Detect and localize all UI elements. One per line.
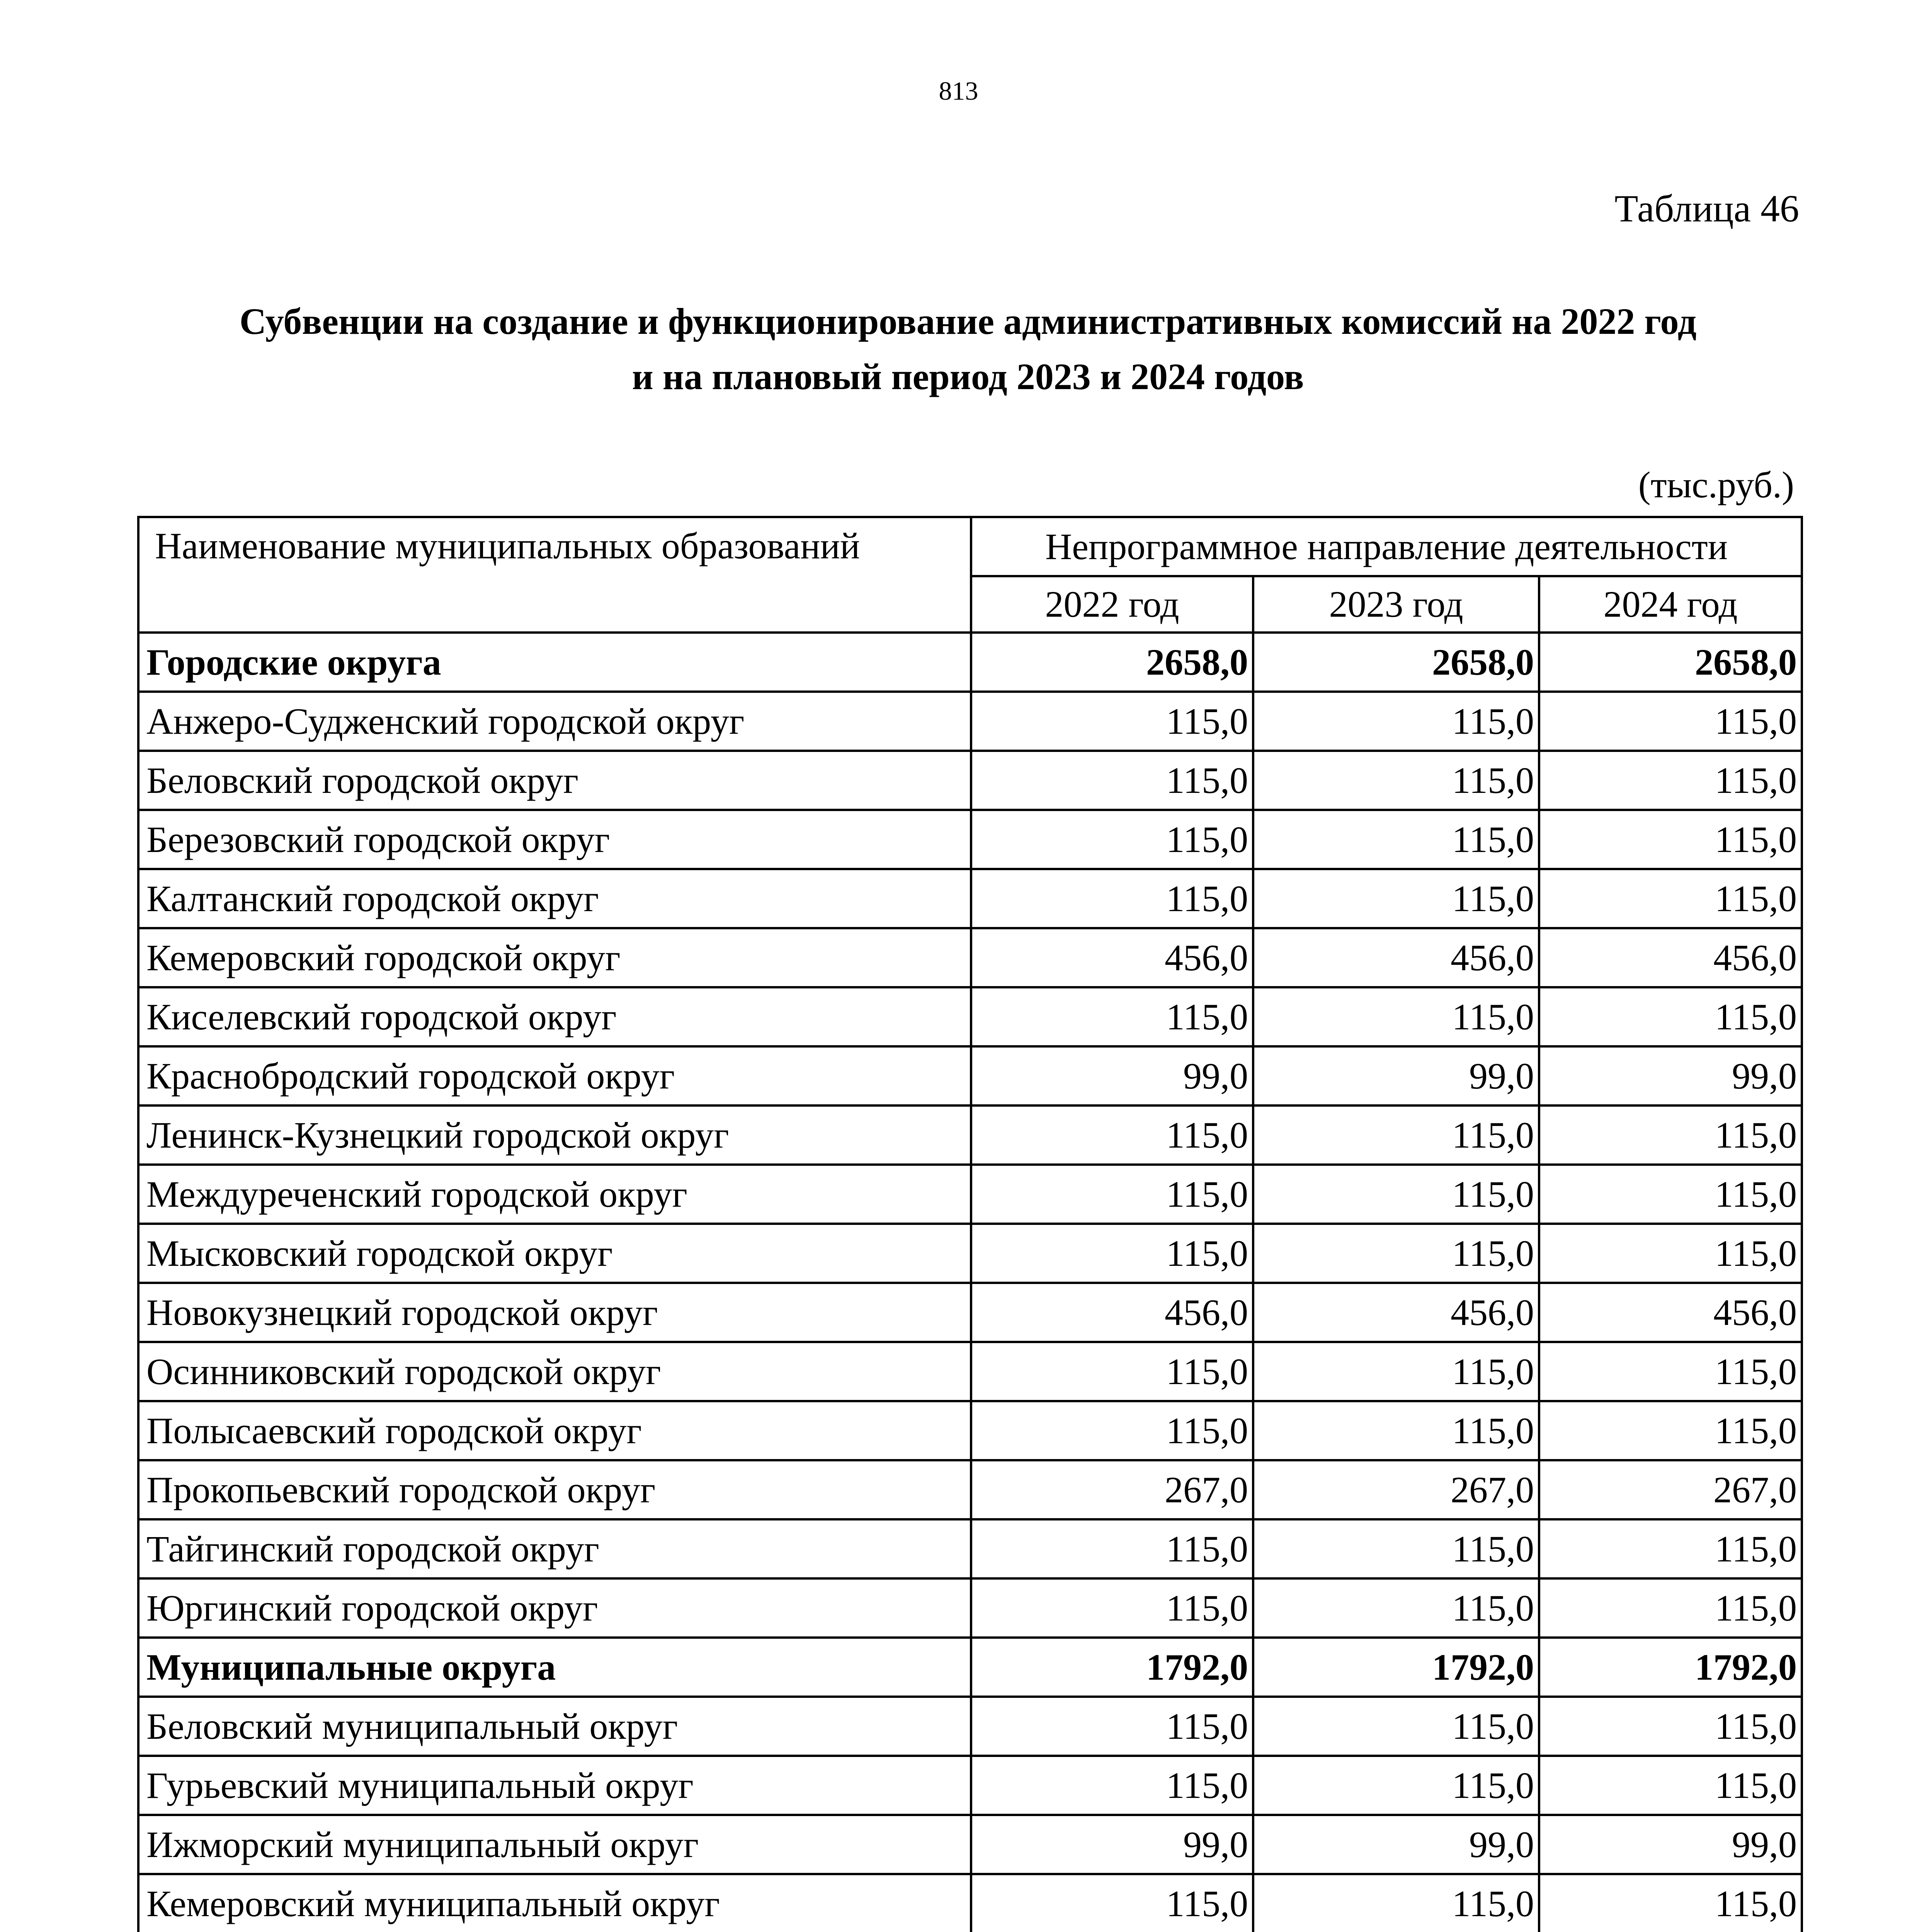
header-name-column: Наименование муниципальных образований xyxy=(138,517,971,633)
row-value-2023: 456,0 xyxy=(1253,1283,1539,1342)
row-value-2022: 115,0 xyxy=(971,810,1253,869)
row-value-2023: 115,0 xyxy=(1253,1578,1539,1638)
row-name-cell: Мысковский городской округ xyxy=(138,1224,971,1283)
row-value-2022: 115,0 xyxy=(971,1697,1253,1756)
row-value-2023: 267,0 xyxy=(1253,1460,1539,1519)
row-value-2024: 115,0 xyxy=(1539,987,1802,1046)
row-name-cell: Осинниковский городской округ xyxy=(138,1342,971,1401)
row-value-2022: 267,0 xyxy=(971,1460,1253,1519)
row-value-2022: 1792,0 xyxy=(971,1638,1253,1697)
row-value-2024: 456,0 xyxy=(1539,928,1802,987)
row-value-2023: 115,0 xyxy=(1253,987,1539,1046)
units-label: (тыс.руб.) xyxy=(1638,464,1794,505)
table-row xyxy=(138,692,1802,751)
row-value-2023: 115,0 xyxy=(1253,1342,1539,1401)
row-value-2024: 115,0 xyxy=(1539,751,1802,810)
row-value-2023: 99,0 xyxy=(1253,1815,1539,1874)
document-title-line-1: Субвенции на создание и функционирование административных комиссий на 2022 год xyxy=(239,301,1697,342)
row-name-cell: Беловский муниципальный округ xyxy=(138,1697,971,1756)
row-value-2022: 115,0 xyxy=(971,1165,1253,1224)
row-value-2024: 115,0 xyxy=(1539,1697,1802,1756)
row-value-2022: 456,0 xyxy=(971,928,1253,987)
row-value-2023: 2658,0 xyxy=(1253,633,1539,692)
row-value-2022: 99,0 xyxy=(971,1046,1253,1105)
row-value-2024: 456,0 xyxy=(1539,1283,1802,1342)
page-number: 813 xyxy=(939,76,978,105)
row-name-cell: Гурьевский муниципальный округ xyxy=(138,1756,971,1815)
table-row xyxy=(138,1874,1802,1932)
table-row xyxy=(138,1046,1802,1105)
row-name-cell: Юргинский городской округ xyxy=(138,1578,971,1638)
row-value-2023: 115,0 xyxy=(1253,869,1539,928)
row-value-2022: 115,0 xyxy=(971,987,1253,1046)
row-value-2024: 115,0 xyxy=(1539,692,1802,751)
row-name-cell: Междуреченский городской округ xyxy=(138,1165,971,1224)
row-value-2024: 115,0 xyxy=(1539,1105,1802,1165)
row-name-cell: Полысаевский городской округ xyxy=(138,1401,971,1460)
row-value-2022: 115,0 xyxy=(971,692,1253,751)
row-value-2024: 115,0 xyxy=(1539,1224,1802,1283)
header-year-2023: 2023 год xyxy=(1253,576,1539,633)
row-name-cell: Калтанский городской округ xyxy=(138,869,971,928)
row-value-2022: 99,0 xyxy=(971,1815,1253,1874)
table-row xyxy=(138,1460,1802,1519)
row-value-2022: 115,0 xyxy=(971,1105,1253,1165)
table-row xyxy=(138,1578,1802,1638)
table-group-row xyxy=(138,633,1802,692)
row-value-2023: 115,0 xyxy=(1253,1519,1539,1578)
row-name-cell: Прокопьевский городской округ xyxy=(138,1460,971,1519)
row-value-2022: 2658,0 xyxy=(971,633,1253,692)
row-value-2023: 115,0 xyxy=(1253,1105,1539,1165)
header-row-1 xyxy=(138,517,1802,576)
table-body xyxy=(138,633,1802,1932)
row-value-2022: 115,0 xyxy=(971,1401,1253,1460)
row-value-2023: 115,0 xyxy=(1253,1874,1539,1932)
table-row xyxy=(138,810,1802,869)
table-row xyxy=(138,1105,1802,1165)
row-value-2023: 99,0 xyxy=(1253,1046,1539,1105)
subventions-table xyxy=(137,516,1803,1932)
row-value-2024: 99,0 xyxy=(1539,1046,1802,1105)
table-row xyxy=(138,1165,1802,1224)
row-value-2024: 115,0 xyxy=(1539,1874,1802,1932)
table-row xyxy=(138,1815,1802,1874)
header-group-column: Непрограммное направление деятельности xyxy=(971,517,1802,576)
row-value-2023: 115,0 xyxy=(1253,751,1539,810)
row-name-cell: Анжеро-Судженский городской округ xyxy=(138,692,971,751)
row-value-2022: 115,0 xyxy=(971,869,1253,928)
row-value-2024: 1792,0 xyxy=(1539,1638,1802,1697)
row-name-cell: Тайгинский городской округ xyxy=(138,1519,971,1578)
table-header xyxy=(138,517,1802,633)
table-row xyxy=(138,869,1802,928)
table-row xyxy=(138,1401,1802,1460)
row-value-2024: 115,0 xyxy=(1539,1401,1802,1460)
header-year-2022: 2022 год xyxy=(971,576,1253,633)
row-name-cell: Беловский городской округ xyxy=(138,751,971,810)
table-row xyxy=(138,1224,1802,1283)
row-value-2023: 115,0 xyxy=(1253,1401,1539,1460)
row-value-2024: 267,0 xyxy=(1539,1460,1802,1519)
row-value-2023: 115,0 xyxy=(1253,692,1539,751)
row-value-2022: 115,0 xyxy=(971,1224,1253,1283)
row-value-2024: 115,0 xyxy=(1539,869,1802,928)
row-value-2024: 2658,0 xyxy=(1539,633,1802,692)
row-value-2022: 115,0 xyxy=(971,751,1253,810)
row-value-2022: 456,0 xyxy=(971,1283,1253,1342)
table-row xyxy=(138,987,1802,1046)
table-row xyxy=(138,928,1802,987)
row-name-cell: Краснобродский городской округ xyxy=(138,1046,971,1105)
row-value-2022: 115,0 xyxy=(971,1519,1253,1578)
row-value-2024: 115,0 xyxy=(1539,1578,1802,1638)
row-value-2024: 99,0 xyxy=(1539,1815,1802,1874)
row-value-2023: 456,0 xyxy=(1253,928,1539,987)
row-value-2024: 115,0 xyxy=(1539,1519,1802,1578)
row-value-2022: 115,0 xyxy=(971,1578,1253,1638)
row-value-2022: 115,0 xyxy=(971,1342,1253,1401)
table-row xyxy=(138,1756,1802,1815)
document-title xyxy=(137,294,1799,404)
table-row xyxy=(138,1283,1802,1342)
row-name-cell: Ленинск-Кузнецкий городской округ xyxy=(138,1105,971,1165)
row-value-2024: 115,0 xyxy=(1539,1756,1802,1815)
row-name-cell: Кемеровский городской округ xyxy=(138,928,971,987)
row-name-cell: Кемеровский муниципальный округ xyxy=(138,1874,971,1932)
header-year-2024: 2024 год xyxy=(1539,576,1802,633)
row-value-2023: 115,0 xyxy=(1253,1697,1539,1756)
table-row xyxy=(138,1519,1802,1578)
row-value-2024: 115,0 xyxy=(1539,1165,1802,1224)
row-name-cell: Березовский городской округ xyxy=(138,810,971,869)
row-name-cell: Городские округа xyxy=(138,633,971,692)
row-name-cell: Киселевский городской округ xyxy=(138,987,971,1046)
table-row xyxy=(138,751,1802,810)
row-name-cell: Новокузнецкий городской округ xyxy=(138,1283,971,1342)
row-value-2022: 115,0 xyxy=(971,1756,1253,1815)
document-title-line-2: и на плановый период 2023 и 2024 годов xyxy=(632,356,1304,397)
row-value-2024: 115,0 xyxy=(1539,810,1802,869)
row-value-2023: 115,0 xyxy=(1253,1224,1539,1283)
row-value-2023: 115,0 xyxy=(1253,1756,1539,1815)
row-value-2022: 115,0 xyxy=(971,1874,1253,1932)
table-row xyxy=(138,1342,1802,1401)
table-group-row xyxy=(138,1638,1802,1697)
row-name-cell: Муниципальные округа xyxy=(138,1638,971,1697)
table-label: Таблица 46 xyxy=(1614,187,1799,230)
row-value-2024: 115,0 xyxy=(1539,1342,1802,1401)
row-name-cell: Ижморский муниципальный округ xyxy=(138,1815,971,1874)
row-value-2023: 115,0 xyxy=(1253,1165,1539,1224)
table-row xyxy=(138,1697,1802,1756)
row-value-2023: 115,0 xyxy=(1253,810,1539,869)
row-value-2023: 1792,0 xyxy=(1253,1638,1539,1697)
